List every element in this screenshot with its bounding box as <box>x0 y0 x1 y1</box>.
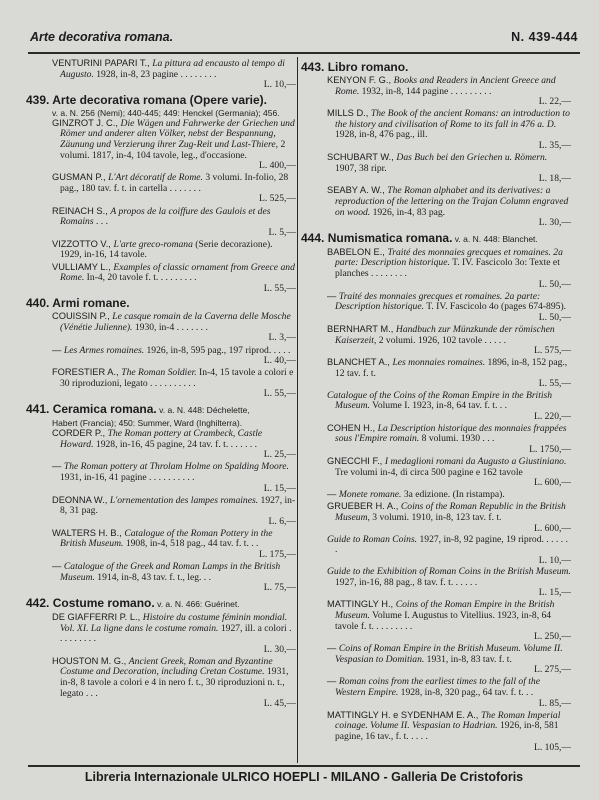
right-column <box>301 58 571 754</box>
entry-title: Das Buch bei den Griechen u. Römern. <box>396 152 548 164</box>
catalog-entry <box>26 656 296 710</box>
header-section-title: Arte decorativa romana. <box>30 30 174 44</box>
catalog-entry <box>301 501 571 534</box>
entry-price: L. 6,— <box>268 515 296 527</box>
entry-author: MILLS D., <box>327 108 371 119</box>
entry-title: Coins of Roman Empire in the British Museum. Volume II. Vespasian to Domitian. <box>335 643 563 665</box>
section-name: Ceramica romana. <box>52 402 157 417</box>
entry-author: — <box>52 461 64 472</box>
entry-details: In-4, 20 tavole f. t. . . . . . . . . <box>84 272 197 284</box>
catalog-section <box>301 61 571 229</box>
catalog-entry <box>26 461 296 494</box>
entry-author: — <box>327 676 339 687</box>
entry-author: SEABY A. W., <box>327 185 388 196</box>
entry-title: Books and Readers in Ancient Greece and Rome. <box>335 75 556 97</box>
entry-title: I medaglioni romani da Augusto a Giustiniano. <box>384 456 567 468</box>
entry-title: The Roman pottery at Throlam Holme on Spalding Moore. <box>63 461 289 473</box>
entry-price: L. 35,— <box>538 140 571 152</box>
entry-title: Les monnaies romaines. <box>392 357 486 369</box>
catalog-entry <box>26 172 296 205</box>
entry-title: L'ornementation des lampes romaines. <box>109 494 259 506</box>
entry-author: — <box>327 643 339 654</box>
entry-details: 1926, in-4, 83 pag. <box>370 206 446 218</box>
entry-price: L. 55,— <box>263 282 296 294</box>
section-crossref: Habert (Francia); 450: Summer, Ward (Inghilterra). <box>52 418 243 429</box>
catalog-section <box>26 297 296 400</box>
entry-price: L. 10,— <box>263 79 296 91</box>
entry-author: VULLIAMY L., <box>52 261 114 272</box>
entry-author: COHEN H., <box>327 422 378 433</box>
entry-price: L. 1750,— <box>529 444 571 455</box>
entry-price: L. 220,— <box>533 410 571 422</box>
catalog-entry <box>26 367 296 400</box>
entry-details: 1926, in-8, 581 pagine, 16 tav., f. t. . . . . <box>335 720 559 742</box>
entry-details: 3 volumi. In-folio, 28 pag., 180 tav. f. t. in cartella . . . . . . . <box>60 172 289 194</box>
entry-price: L. 85,— <box>538 697 571 709</box>
section-number: 441. <box>26 402 53 417</box>
entry-price: L. 600,— <box>533 522 571 534</box>
entry-price: L. 40,— <box>263 355 296 367</box>
entry-title: Handbuch zur Münzkunde der römischen Kaiserzeit, <box>335 323 555 346</box>
entry-title: L'Art décoratif de Rome. <box>108 172 203 184</box>
header-rule <box>28 52 580 54</box>
entry-price: L. 50,— <box>538 278 571 290</box>
entry-title: The Roman Imperial coinage. Volume II. Vespasian to Hadrian. <box>335 709 561 732</box>
entry-details: 1930, in-4 . . . . . . . <box>132 321 208 333</box>
section-name: Costume romano. <box>52 595 155 610</box>
left-column <box>26 58 296 710</box>
catalog-entry <box>26 262 296 295</box>
entry-author: GINZROT J. C., <box>52 117 121 128</box>
entry-title: Monete romane. <box>338 489 402 501</box>
entry-author: DE GIAFFERRI P. L., <box>52 611 143 622</box>
entry-title: La pittura ad encausto al tempo di Augusto. <box>60 58 285 80</box>
section-heading <box>26 597 296 611</box>
entry-details: Volume I. 1923, in-8, 64 tav. f. t. . . <box>369 400 507 412</box>
entry-details: 8 volumi. 1930 . . . <box>419 433 495 445</box>
section-number: 442. <box>26 595 53 610</box>
publisher-footer: Libreria Internazionale ULRICO HOEPLI - MILANO - Galleria De Cristoforis <box>84 770 524 784</box>
entry-author: HOUSTON M. G., <box>52 655 129 666</box>
section-heading <box>26 403 296 417</box>
catalog-entry <box>26 345 296 367</box>
entry-price: L. 15,— <box>538 587 571 599</box>
entry-title: Roman coins from the earliest times to the fall of the Western Empire. <box>335 676 540 699</box>
entry-title: Traité des monnaies grecques et romaines. 2a parte: Description historique. <box>335 246 563 269</box>
entry-details: 1931, in-16, 41 pagine . . . . . . . . . . <box>60 471 195 483</box>
entry-author: GNECCHI F., <box>327 456 385 467</box>
catalog-entry <box>26 206 296 239</box>
entry-details: 1926, in-8, 595 pag., 197 riprod. . . . . <box>144 344 291 356</box>
entry-title: The Roman Soldier. <box>121 367 197 379</box>
entry-author: COUISSIN P., <box>52 311 113 322</box>
entry-details: . . . <box>93 216 108 228</box>
entry-price: L. 600,— <box>533 477 571 489</box>
entry-details: 1928, in-8, 320 pag., 64 tav. f. t. . . <box>398 687 534 699</box>
entry-price: L. 50,— <box>538 311 571 323</box>
catalog-entry <box>26 239 296 261</box>
catalog-entry <box>26 58 296 91</box>
catalog-entry <box>301 108 571 151</box>
entry-author: REINACH S., <box>52 205 111 216</box>
entry-details: 1932, in-8, 144 pagine . . . . . . . . . <box>359 85 492 97</box>
catalog-entry <box>301 152 571 185</box>
entry-title: Guide to the Exhibition of Roman Coins in the British Museum. <box>327 566 571 578</box>
entry-author: CORDER P., <box>52 428 108 439</box>
entry-details: 3a edizione. (In ristampa). <box>401 489 505 501</box>
catalog-entry <box>301 643 571 676</box>
entry-title: A propos de la coiffure des Gaulois et des Romains <box>60 205 271 228</box>
entry-price: L. 25,— <box>263 449 296 461</box>
entry-title: The Book of the ancient Romans: an introduction to the history and civilisation of Rome to its fall in 476 a. D. <box>335 108 570 130</box>
catalog-entry <box>301 324 571 357</box>
entry-author: — <box>327 290 339 301</box>
catalog-entry <box>301 357 571 390</box>
entry-price: L. 250,— <box>533 631 571 643</box>
entry-details: T. IV. Fascicolo 4o (pages 674-895). <box>424 301 567 313</box>
entry-author: BABELON E., <box>327 246 388 257</box>
entry-author: — <box>327 489 339 500</box>
entry-title: Catalogue of the Coins of the Roman Empire in the British Museum. <box>327 389 553 412</box>
catalog-entry <box>301 676 571 709</box>
catalog-entry <box>26 428 296 461</box>
entry-price: L. 3,— <box>268 332 296 344</box>
entry-price: L. 175,— <box>258 549 296 561</box>
entry-details: (Serie decorazione). 1929, in-16, 14 tavole. <box>60 238 273 261</box>
catalog-entry <box>26 528 296 561</box>
section-number: 443. <box>301 60 328 74</box>
header-entry-range: N. 439-444 <box>511 30 578 44</box>
catalog-entry <box>26 495 296 528</box>
catalog-section <box>26 94 296 295</box>
catalog-entry <box>301 185 571 228</box>
catalog-entry <box>26 118 296 172</box>
entry-title: Ancient Greek, Roman and Byzantine Costume and Decoration, including Cretan Costume. <box>60 655 273 678</box>
entry-title: Catalogue of the Roman Pottery in the British Museum. <box>60 527 273 550</box>
entry-author: MATTINGLY H. e SYDENHAM E. A., <box>327 709 481 720</box>
catalog-entry <box>26 561 296 594</box>
entry-price: L. 22,— <box>538 96 571 108</box>
entry-details: 1928, in-8, 476 pag., ill. <box>335 129 428 141</box>
section-number: 439. <box>26 92 53 107</box>
entry-author: GRUEBER H. A., <box>327 501 401 512</box>
catalog-entry <box>301 710 571 753</box>
entry-details: Volume I. Augustus to Vitellius. 1923, in-8, 64 tavole f. t. . . . . . . . . <box>335 609 552 632</box>
catalog-entry <box>26 311 296 344</box>
entry-title: The Roman pottery at Crambeck, Castle Howard. <box>60 428 263 450</box>
entry-details: 2 volumi. 1817, in-4, 104 tavole, leg., d'occasione. <box>60 138 286 161</box>
entry-price: L. 275,— <box>533 664 571 676</box>
section-number: 440. <box>26 296 53 311</box>
entry-price: L. 15,— <box>263 482 296 494</box>
entry-price: L. 55,— <box>538 378 571 390</box>
entry-details: 1928, in-8, 23 pagine . . . . . . . . <box>93 68 217 80</box>
catalog-section <box>26 597 296 710</box>
entry-title: Le casque romain de la Caverna delle Mosche (Vénétie Julienne). <box>60 311 291 333</box>
entry-details: 1931, in-8, 8 tavole a colori e 4 in nero f. t., 30 riproduzioni n. t., legato . . . <box>60 666 289 699</box>
entry-title: Histoire du costume féminin mondial. Vol. XI. La ligne dans le costume romain. <box>60 611 288 634</box>
section-name: Libro romano. <box>327 60 409 74</box>
entry-author: VENTURINI PAPARI T., <box>52 58 153 68</box>
catalog-entry <box>301 291 571 324</box>
entry-author: DEONNA W., <box>52 494 110 505</box>
column-divider <box>297 57 298 763</box>
entry-price: L. 575,— <box>533 345 571 357</box>
section-number: 444. <box>301 230 328 245</box>
entry-details: 1927, in-16, 88 pag., 8 tav. f. t. . . . . . <box>335 576 478 588</box>
entry-author: SCHUBART W., <box>327 152 397 163</box>
catalog-entry <box>301 456 571 489</box>
catalog-entry <box>26 612 296 655</box>
entry-details: Tre volumi in-4, di circa 500 pagine e 162 tavole <box>335 466 523 478</box>
section-heading <box>26 297 296 310</box>
entry-title: Guide to Roman Coins. <box>327 533 418 545</box>
catalog-entry <box>301 535 571 567</box>
footer-rule <box>28 765 580 767</box>
section-crossref: v. a. N. 448: Blanchet. <box>452 233 538 244</box>
entry-details: 1927, ill. a colori . . . . . . . . . <box>60 622 292 645</box>
entry-price: L. 18,— <box>538 173 571 185</box>
entry-title: Coins of the Roman Empire in the British Museum. <box>335 599 555 621</box>
section-heading <box>301 232 571 246</box>
entry-price: L. 525,— <box>258 193 296 205</box>
entry-title: Les Armes romaines. <box>63 344 145 356</box>
entry-title: La Description historique des monnaies frappées sous l'Empire romain. <box>335 422 567 445</box>
entry-price: L. 10,— <box>538 554 571 566</box>
catalog-entry <box>301 423 571 456</box>
catalog-entry <box>301 75 571 108</box>
entry-price: L. 30,— <box>538 217 571 229</box>
section-crossref: v. a. N. 448: Déchelette, <box>156 405 250 416</box>
entry-price: L. 5,— <box>268 226 296 238</box>
entry-details: 1908, in-4, 518 pag., 44 tav. f. t. . . <box>123 538 259 550</box>
entry-details: 1928, in-16, 45 pagine, 24 tav. f. t. . . . . . . <box>93 438 258 450</box>
entry-title: Traité des monnaies grecques et romaines. 2a parte: Description historique. <box>335 290 541 313</box>
entry-details: 1927, in-8, 92 pagine, 19 riprod. . . . . . . <box>335 533 568 556</box>
entry-author: FORESTIER A., <box>52 367 122 378</box>
entry-details: 3 volumi. 1910, in-8, 123 tav. f. t. <box>369 512 502 524</box>
section-name: Arte decorativa romana (Opere varie). <box>52 92 268 107</box>
entry-title: L'arte greco-romana <box>113 238 193 250</box>
entry-author: — <box>52 344 64 355</box>
catalog-section <box>26 403 296 594</box>
entry-title: The Roman alphabet and its derivatives: a reproduction of the lettering on the Trajan Column engraved on wood. <box>335 185 569 218</box>
entry-author: MATTINGLY H., <box>327 599 396 610</box>
entry-details: T. IV. Fascicolo 3o: Texte et planches . . . . . . . . <box>335 257 560 279</box>
entry-details: 1914, in-8, 43 tav. f. t., leg. . . <box>94 571 211 583</box>
entry-author: — <box>52 561 64 572</box>
entry-author: GUSMAN P., <box>52 172 109 183</box>
catalog-entry <box>301 391 571 423</box>
catalog-entry <box>301 599 571 642</box>
entry-details: 1927, in-8, 31 pag. <box>60 494 296 517</box>
catalog-entry <box>301 247 571 290</box>
entry-details: 1896, in-8, 152 pag., 12 tav. f. t. <box>335 357 568 379</box>
section-heading <box>301 61 571 74</box>
entry-details: 2 volumi. 1926, 102 tavole . . . . . <box>376 334 507 346</box>
entry-title: Examples of classic ornament from Greece and Rome. <box>60 261 295 284</box>
entry-title: Die Wägen und Fahrwerke der Griechen und Römer und anderer alten Völker, nebst der Bespannung, Zäunung und Verzierung ihrer Zug-Reit und Last-Thiere, <box>60 117 295 150</box>
entry-details: In-4, 15 tavole a colori e 30 riproduzioni, legato . . . . . . . . . . <box>60 367 294 389</box>
section-name: Armi romane. <box>52 296 130 311</box>
entry-author: BLANCHET A., <box>327 357 393 368</box>
entry-price: L. 75,— <box>263 582 296 594</box>
entry-details: 1907, 38 ripr. <box>335 162 387 174</box>
catalog-entry <box>301 489 571 501</box>
entry-price: L. 45,— <box>263 698 296 710</box>
section-crossref: v. a. N. 466: Guérinet. <box>154 598 240 609</box>
entry-price: L. 400,— <box>258 160 296 172</box>
section-heading <box>26 94 296 107</box>
entry-title: Catalogue of the Greek and Roman Lamps in the British Museum. <box>60 561 281 583</box>
entry-author: WALTERS H. B., <box>52 527 125 538</box>
entry-author: VIZZOTTO V., <box>52 238 114 249</box>
entry-price: L. 55,— <box>263 388 296 400</box>
page-header <box>30 30 578 44</box>
entry-author: BERNHART M., <box>327 323 396 334</box>
entry-details: 1931, in-8, 83 tav. f. t. <box>424 653 512 665</box>
catalog-entry <box>301 567 571 599</box>
section-crossref: v. a. N. 256 (Nemi); 440-445; 449: Henckel (Germania); 456. <box>52 107 280 118</box>
entry-price: L. 30,— <box>263 643 296 655</box>
section-name: Numismatica romana. <box>327 230 453 245</box>
entry-author: KENYON F. G., <box>327 75 394 85</box>
catalog-section <box>301 232 571 753</box>
entry-title: Coins of the Roman Republic in the British Museum, <box>335 501 566 524</box>
entry-price: L. 105,— <box>533 741 571 753</box>
